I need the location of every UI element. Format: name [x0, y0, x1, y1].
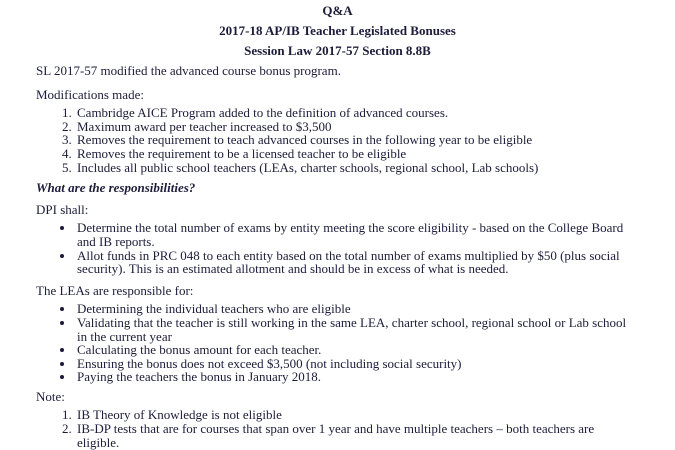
note-label: Note:	[36, 388, 65, 404]
dpi-responsibility-item: • Determine the total number of exams by entity meeting the score eligibility - based on the College Board and IB reports.	[75, 221, 639, 248]
modification-item: 1. Cambridge AICE Program added to the definition of advanced courses.	[75, 106, 639, 120]
modification-item: 3. Removes the requirement to teach advanced courses in the following year to be eligible	[75, 133, 639, 147]
note-list	[36, 408, 639, 449]
lea-responsibility-item: • Determining the individual teachers who are eligible	[75, 302, 639, 316]
note-item: 2. IB-DP tests that are for courses that span over 1 year and have multiple teachers – both teachers are eligible.	[75, 422, 639, 449]
lea-responsibility-item: • Calculating the bonus amount for each teacher.	[75, 343, 639, 357]
modifications-label: Modifications made:	[36, 86, 144, 102]
intro-paragraph: SL 2017-57 modified the advanced course bonus program.	[36, 63, 341, 78]
dpi-list	[36, 221, 639, 275]
doc-title-qa: Q&A	[322, 3, 353, 18]
dpi-label: DPI shall:	[36, 201, 89, 217]
lea-responsibility-item: • Ensuring the bonus does not exceed $3,500 (not including social security)	[75, 357, 639, 371]
responsibilities-heading: What are the responsibilities?	[36, 180, 196, 196]
dpi-responsibility-item: • Allot funds in PRC 048 to each entity based on the total number of exams multiplied by $50 (plus social security). This is an estimated allotment and should be in excess of what is needed.	[75, 249, 639, 276]
note-item: 1. IB Theory of Knowledge is not eligible	[75, 408, 639, 422]
doc-title-session-law: Session Law 2017-57 Section 8.8B	[244, 43, 431, 58]
modifications-list	[36, 106, 639, 174]
lea-responsibility-item: • Validating that the teacher is still working in the same LEA, charter school, regional school or Lab school in the current year	[75, 316, 639, 343]
lea-responsibility-item: • Paying the teachers the bonus in January 2018.	[75, 370, 639, 384]
modification-item: 2. Maximum award per teacher increased to $3,500	[75, 120, 639, 134]
modification-item: 4. Removes the requirement to be a licensed teacher to be eligible	[75, 147, 639, 161]
doc-title-main: 2017-18 AP/IB Teacher Legislated Bonuses	[219, 23, 456, 38]
leas-list	[36, 302, 639, 384]
modification-item: 5. Includes all public school teachers (LEAs, charter schools, regional school, Lab schools)	[75, 161, 639, 175]
leas-label: The LEAs are responsible for:	[36, 282, 194, 298]
